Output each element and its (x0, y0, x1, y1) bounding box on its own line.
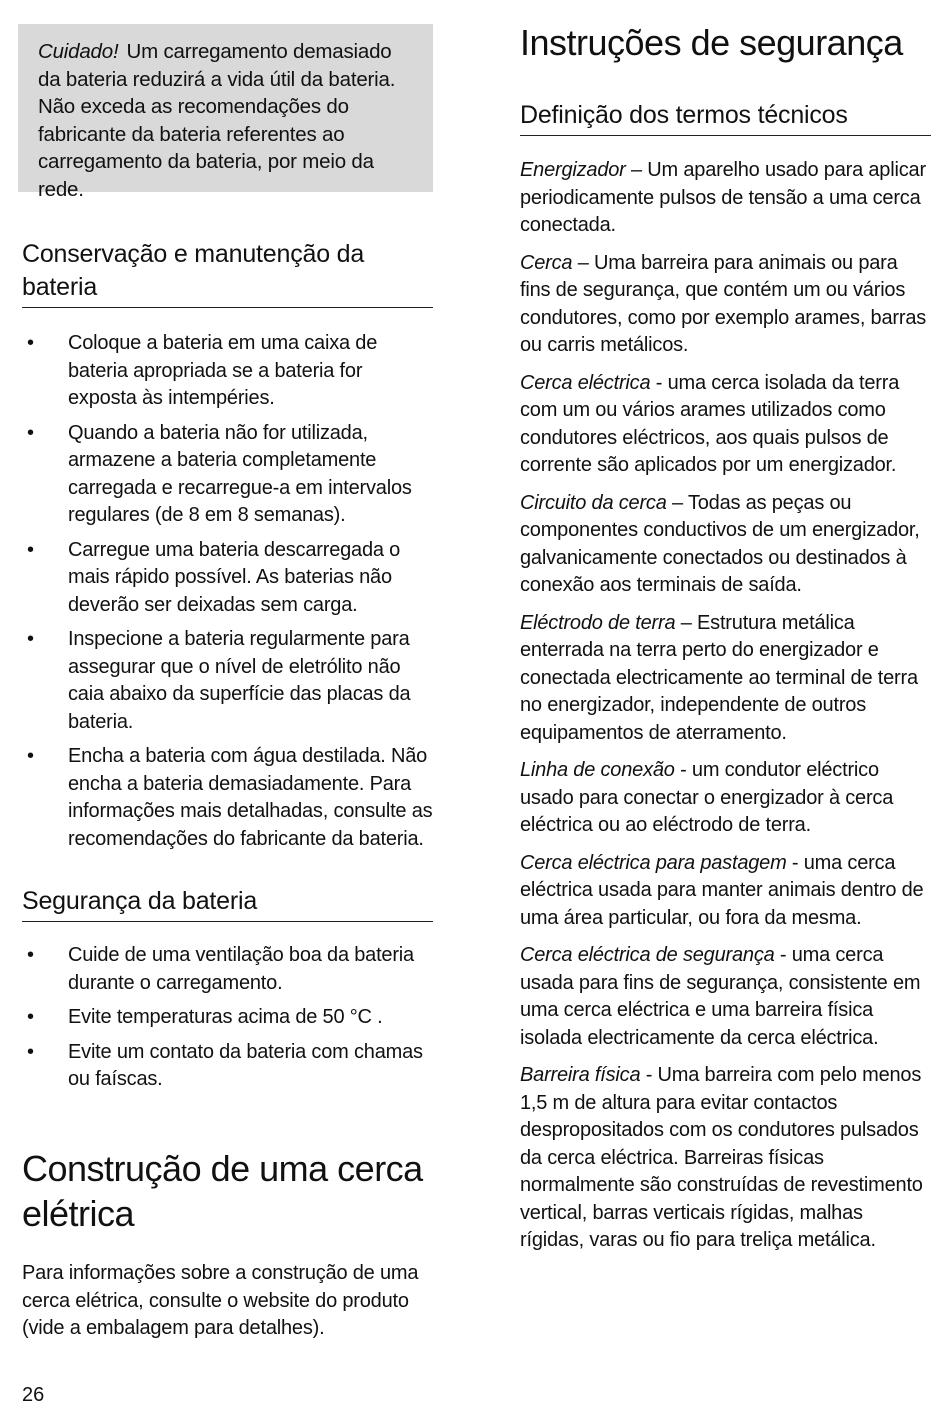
caution-box (18, 24, 433, 201)
maintenance-list (22, 330, 434, 860)
list-item: • Evite temperaturas acima de 50 °C . (22, 1004, 434, 1032)
bullet-icon: • (27, 1040, 34, 1063)
list-item: • Coloque a bateria em uma caixa de bateria apropriada se a bateria for exposta às intempéries. (27, 332, 378, 409)
caution-label: Cuidado! (38, 40, 119, 63)
list-item: • Evite um contato da bateria com chamas ou faíscas. (27, 1040, 423, 1090)
definition-item: Energizador – Um aparelho usado para aplicar periodicamente pulsos de tensão a uma cerca conectada. (520, 159, 926, 236)
bullet-icon: • (27, 1006, 34, 1028)
list-item: • Quando a bateria não for utilizada, armazene a bateria completamente carregada e recarregue-a em intervalos regulares (de 8 em 8 semanas). (27, 421, 412, 526)
battery-safety-heading: Segurança da bateria (22, 885, 433, 922)
definition-term: Cerca eléctrica de segurança (520, 944, 775, 966)
bullet-icon: • (27, 421, 34, 444)
definitions-heading: Definição dos termos técnicos (520, 99, 931, 136)
list-item: • Inspecione a bateria regularmente para assegurar que o nível de eletrólito não caia abaixo da superfície das placas da bateria. (27, 628, 411, 733)
definition-item: Eléctrodo de terra – Estrutura metálica enterrada na terra perto do energizador e conectada electricamente ao terminal de terra no energizador, independente de outros equipamentos de aterramento. (520, 611, 918, 744)
page-number: 26 (22, 1384, 45, 1406)
definition-item: Linha de conexão - um condutor eléctrico usado para conectar o energizador à cerca eléctrica ou ao eléctrodo de terra. (520, 759, 894, 836)
definition-term: Linha de conexão (520, 759, 675, 781)
definition-term: Cerca (520, 251, 573, 274)
bullet-icon: • (27, 745, 34, 767)
list-item: • Carregue uma bateria descarregada o mais rápido possível. As baterias não deverão ser deixadas sem carga. (27, 538, 401, 616)
construction-heading: Construção de uma cerca elétrica (22, 1148, 423, 1234)
bullet-icon: • (27, 628, 34, 650)
definition-term: Barreira física (520, 1064, 641, 1086)
definition-term: Cerca eléctrica (520, 371, 651, 394)
bullet-icon: • (27, 332, 34, 354)
construction-text: Para informações sobre a construção de uma cerca elétrica, consulte o website do produto (vide a embalagem para detalhes). (22, 1262, 419, 1339)
battery-safety-list (22, 942, 434, 1101)
caution-text: Um carregamento demasiado da bateria reduzirá a vida útil da bateria. Não exceda as recomendações do fabricante da bateria referentes ao carregamento da bateria, por meio da rede. (38, 40, 396, 201)
list-item: • Cuide de uma ventilação boa da bateria durante o carregamento. (27, 944, 414, 994)
definition-item: Barreira física - Uma barreira com pelo menos 1,5 m de altura para evitar contactos despropositados com os condutores pulsados da cerca eléctrica. Barreiras físicas normalmente são construídas de revestimento vertical, barras verticais rígidas, malhas rígidas, varas ou fio para treliça metálica. (520, 1064, 923, 1251)
list-item: • Encha a bateria com água destilada. Não encha a bateria demasiadamente. Para informações mais detalhadas, consulte as recomendações do fabricante da bateria. (27, 745, 433, 850)
definition-item: Cerca eléctrica de segurança - uma cerca usada para fins de segurança, consistente em uma cerca eléctrica e uma barreira física isolada electricamente da cerca eléctrica. (520, 944, 921, 1049)
definition-term: Circuito da cerca (520, 491, 667, 514)
bullet-icon: • (27, 538, 34, 561)
definition-term: Cerca eléctrica para pastagem (520, 851, 787, 874)
definitions-list (520, 157, 930, 1265)
definition-term: Energizador (520, 159, 626, 181)
definition-item: Cerca – Uma barreira para animais ou para fins de segurança, que contém um ou vários condutores, como por exemplo arames, barras ou carris metálicos. (520, 251, 927, 356)
maintenance-heading: Conservação e manutenção da bateria (22, 238, 433, 308)
definition-item: Cerca eléctrica - uma cerca isolada da terra com um ou vários arames utilizados como condutores eléctricos, aos quais pulsos de corrente são aplicados por um energizador. (520, 371, 900, 476)
page-title: Instruções de segurança (520, 22, 903, 63)
definition-item: Cerca eléctrica para pastagem - uma cerca eléctrica usada para manter animais dentro de uma área particular, ou fora da mesma. (520, 851, 924, 929)
bullet-icon: • (27, 944, 34, 966)
definition-item: Circuito da cerca – Todas as peças ou componentes conductivos de um energizador, galvanicamente conectados ou destinados à conexão aos terminais de saída. (520, 491, 920, 596)
definition-term: Eléctrodo de terra (520, 611, 676, 634)
